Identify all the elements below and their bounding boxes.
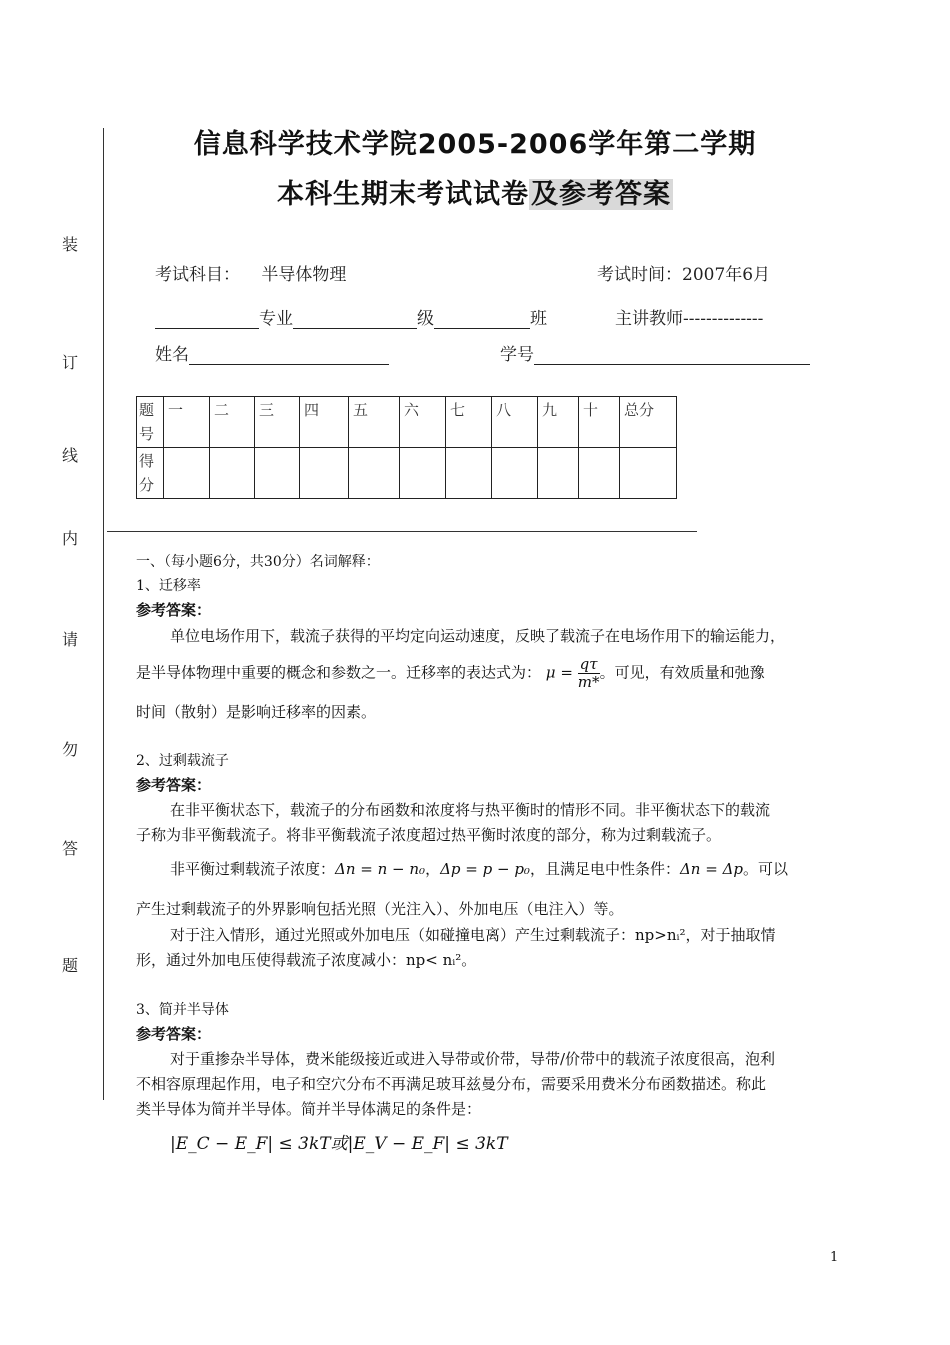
score-table-header: 三: [255, 397, 300, 448]
score-table-header: 十: [579, 397, 620, 448]
page-subtitle: [0, 172, 950, 211]
score-table-header: 八: [492, 397, 538, 448]
answer-paragraph: [136, 656, 765, 691]
formula-dn: Δn = n − n₀: [335, 860, 426, 878]
answer-label: 参考答案：: [136, 1025, 212, 1043]
teacher-line: 主讲教师--------------: [615, 309, 764, 329]
mobility-symbol: μ =: [545, 663, 573, 682]
grade-blank[interactable]: [293, 310, 417, 329]
answer-paragraph: 类半导体为简并半导体。简并半导体满足的条件是：: [136, 1100, 482, 1118]
score-cell[interactable]: [492, 448, 538, 499]
student-id-blank[interactable]: [534, 346, 810, 365]
time-value: 2007年6月: [682, 265, 771, 285]
class-line: [155, 304, 547, 329]
score-table-row-label: 题号: [137, 397, 164, 448]
answer-paragraph: 形，通过外加电压使得载流子浓度减小：np< nᵢ²。: [136, 951, 477, 969]
binding-char: 答: [62, 839, 79, 858]
binding-char: 装: [62, 235, 79, 254]
time-label: 考试时间：: [597, 265, 682, 285]
student-id-label: 学号: [500, 345, 534, 365]
subject-label: 考试科目：: [155, 265, 240, 285]
formula-neutrality: Δn = Δp: [679, 860, 744, 878]
score-table-header: 总分: [620, 397, 677, 448]
answer-paragraph: 不相容原理起作用，电子和空穴分布不再满足玻耳兹曼分布，需要采用费米分布函数描述。称此: [136, 1075, 767, 1093]
question-title: 2、过剩载流子: [136, 753, 229, 769]
score-table-header: 七: [446, 397, 492, 448]
score-table: [136, 396, 677, 499]
score-cell[interactable]: [620, 448, 677, 499]
answer-paragraph: 单位电场作用下，载流子获得的平均定向运动速度，反映了载流子在电场作用下的输运能力，: [170, 627, 786, 645]
answer-text: 非平衡过剩载流子浓度：: [170, 860, 336, 878]
score-cell[interactable]: [579, 448, 620, 499]
answer-paragraph: 时间（散射）是影响迁移率的因素。: [136, 703, 377, 721]
mobility-fraction: [578, 656, 600, 691]
score-cell[interactable]: [538, 448, 579, 499]
binding-char: 勿: [62, 740, 79, 759]
score-table-row-label: 得分: [137, 448, 164, 499]
binding-char: 内: [62, 529, 79, 548]
answer-paragraph: 产生过剩载流子的外界影响包括光照（光注入）、外加电压（电注入）等。: [136, 900, 624, 918]
score-cell[interactable]: [300, 448, 349, 499]
major-blank[interactable]: [155, 310, 259, 329]
score-cell[interactable]: [210, 448, 255, 499]
answer-paragraph: [170, 856, 788, 882]
answer-text: ，且满足电中性条件：: [529, 860, 680, 878]
major-label: 专业: [259, 309, 293, 329]
page-number: 1: [830, 1250, 839, 1265]
score-table-header: 六: [400, 397, 446, 448]
answer-text: 。可见，有效质量和弛豫: [599, 663, 765, 682]
binding-line: [103, 128, 104, 1100]
question-title: 3、简并半导体: [136, 1002, 229, 1018]
answer-paragraph: 对于重掺杂半导体，费米能级接近或进入导带或价带，导带/价带中的载流子浓度很高，泡利: [170, 1050, 776, 1068]
score-cell[interactable]: [400, 448, 446, 499]
student-id-line: [500, 340, 810, 365]
subject-line: [155, 260, 346, 285]
answer-label: 参考答案：: [136, 776, 212, 794]
formula-dp: Δp = p − p₀: [440, 860, 530, 878]
name-blank[interactable]: [189, 346, 389, 365]
class-label: 班: [530, 309, 547, 329]
binding-char: 线: [62, 446, 79, 465]
section-heading: 一、（每小题6分，共30分）名词解释：: [136, 554, 380, 570]
question-title: 1、迁移率: [136, 578, 201, 594]
answer-text: 是半导体物理中重要的概念和参数之一。迁移率的表达式为：: [136, 663, 542, 682]
score-cell[interactable]: [164, 448, 210, 499]
score-cell[interactable]: [349, 448, 400, 499]
binding-char: 订: [62, 353, 79, 372]
answer-paragraph: 在非平衡状态下，载流子的分布函数和浓度将与热平衡时的情形不同。非平衡状态下的载流: [170, 801, 771, 819]
class-blank[interactable]: [434, 310, 530, 329]
answer-paragraph: 对于注入情形，通过光照或外加电压（如碰撞电离）产生过剩载流子：np>nᵢ²，对于抽取情: [170, 926, 776, 944]
answer-text: 。可以: [743, 860, 789, 878]
name-label: 姓名: [155, 345, 189, 365]
name-line: [155, 340, 389, 365]
subtitle-plain: 本科生期末考试试卷: [277, 179, 529, 210]
score-cell[interactable]: [255, 448, 300, 499]
grade-label: 级: [417, 309, 434, 329]
header-divider: [107, 531, 697, 532]
binding-char: 请: [62, 630, 79, 649]
fraction-numerator: qτ: [579, 655, 598, 673]
subject-value: 半导体物理: [261, 265, 347, 285]
score-table-header: 二: [210, 397, 255, 448]
score-table-header: 九: [538, 397, 579, 448]
time-line: [597, 260, 770, 285]
degenerate-condition-formula: |E_C − E_F| ≤ 3kT或|E_V − E_F| ≤ 3kT: [170, 1134, 508, 1154]
page-title: 信息科学技术学院2005-2006学年第二学期: [193, 129, 757, 160]
answer-label: 参考答案：: [136, 601, 212, 619]
score-cell[interactable]: [446, 448, 492, 499]
answer-paragraph: 子称为非平衡载流子。将非平衡载流子浓度超过热平衡时浓度的部分，称为过剩载流子。: [136, 826, 722, 844]
score-table-header: 一: [164, 397, 210, 448]
fraction-denominator: m*: [577, 673, 600, 691]
score-table-header: 四: [300, 397, 349, 448]
score-table-header: 五: [349, 397, 400, 448]
binding-char: 题: [62, 956, 79, 975]
answer-text: ，: [425, 860, 441, 878]
subtitle-highlight: 及参考答案: [531, 179, 671, 210]
